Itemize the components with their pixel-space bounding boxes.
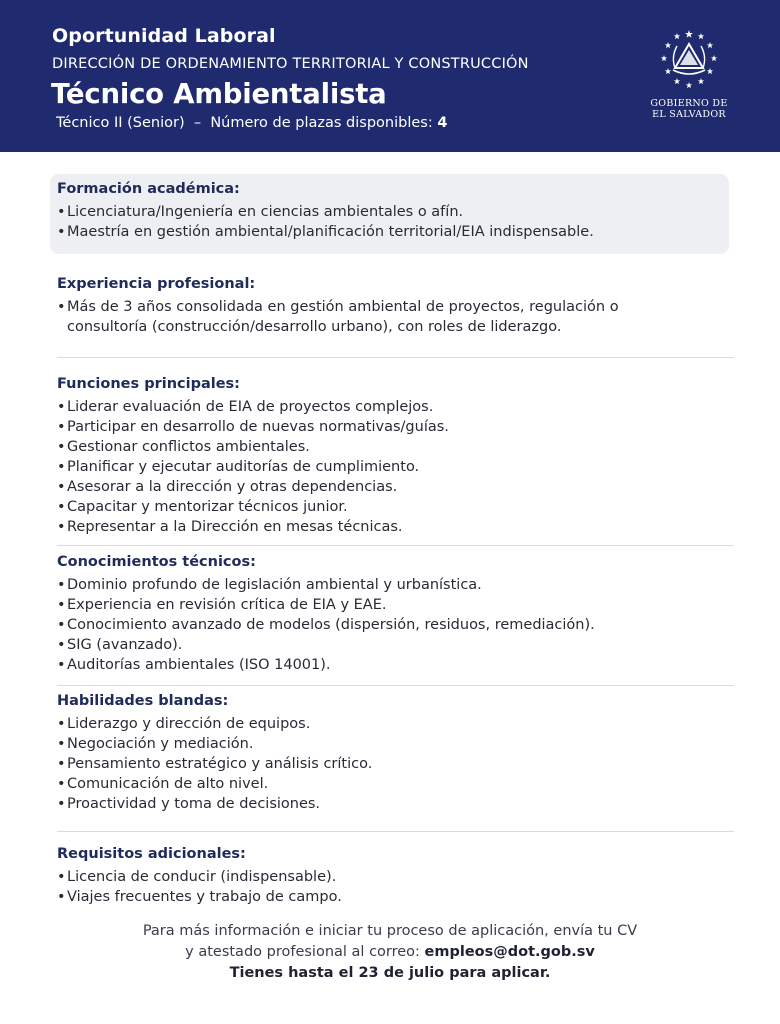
list-item: • Conocimiento avanzado de modelos (dispersión, residuos, remediación). (57, 615, 737, 635)
list-item: • SIG (avanzado). (57, 635, 737, 655)
list-item: • Asesorar a la dirección y otras dependencias. (57, 477, 737, 497)
section-title: Funciones principales: (57, 376, 240, 392)
divider (57, 685, 734, 686)
list-item: • Viajes frecuentes y trabajo de campo. (57, 887, 737, 907)
section-title: Requisitos adicionales: (57, 846, 246, 862)
deadline-notice: Tienes hasta el 23 de julio para aplicar. (229, 965, 551, 981)
divider (57, 545, 734, 546)
footer-line-1: Para más información e iniciar tu proceso de aplicación, envía tu CV (142, 923, 638, 939)
list-item: • Licenciatura/Ingeniería en ciencias ambientales o afín. (57, 202, 729, 222)
vacancies-count: 4 (437, 115, 448, 131)
divider (57, 357, 734, 358)
list-item: • Liderar evaluación de EIA de proyectos complejos. (57, 397, 737, 417)
position-subline (56, 115, 447, 131)
section-title: Conocimientos técnicos: (57, 554, 256, 570)
list-item: • Gestionar conflictos ambientales. (57, 437, 737, 457)
item-list (57, 202, 729, 242)
logo-line-1: GOBIERNO DE (650, 98, 728, 109)
section-experience (57, 274, 737, 337)
job-title: Técnico Ambientalista (51, 78, 387, 110)
list-item: • Comunicación de alto nivel. (57, 774, 737, 794)
list-item: • Dominio profundo de legislación ambiental y urbanística. (57, 575, 737, 595)
item-list (57, 714, 737, 814)
list-item: • Auditorías ambientales (ISO 14001). (57, 655, 737, 675)
contact-email-link[interactable]: empleos@dot.gob.sv (424, 944, 595, 960)
list-item: • Negociación y mediación. (57, 734, 737, 754)
item-list (57, 575, 737, 675)
list-item: • Maestría en gestión ambiental/planificación territorial/EIA indispensable. (57, 222, 729, 242)
section-technical-knowledge (57, 552, 737, 675)
list-item: • Capacitar y mentorizar técnicos junior. (57, 497, 737, 517)
list-item: • Pensamiento estratégico y análisis crítico. (57, 754, 737, 774)
list-item: • Representar a la Dirección en mesas técnicas. (57, 517, 737, 537)
section-title: Formación académica: (57, 181, 240, 197)
application-footer (0, 921, 780, 984)
government-logo-text (641, 99, 737, 120)
logo-line-2: EL SALVADOR (652, 108, 726, 120)
footer-line-2-prefix: y atestado profesional al correo: (185, 944, 420, 960)
section-academic (50, 174, 729, 254)
list-item: • Participar en desarrollo de nuevas normativas/guías. (57, 417, 737, 437)
list-item: • Licencia de conducir (indispensable). (57, 867, 737, 887)
footer-line-2 (0, 942, 780, 963)
section-title: Habilidades blandas: (57, 693, 229, 709)
item-list (57, 867, 737, 907)
header-banner (0, 0, 780, 152)
item-list (57, 297, 677, 337)
list-item: • Más de 3 años consolidada en gestión ambiental de proyectos, regulación o consultoría (construcción/desarrollo urbano), con roles de liderazgo. (57, 297, 677, 337)
divider (57, 831, 734, 832)
section-functions (57, 374, 737, 537)
section-soft-skills (57, 691, 737, 814)
list-item: • Liderazgo y dirección de equipos. (57, 714, 737, 734)
separator-dash: – (193, 115, 202, 131)
department-name: DIRECCIÓN DE ORDENAMIENTO TERRITORIAL Y CONSTRUCCIÓN (52, 56, 529, 72)
section-additional-requirements (57, 844, 737, 907)
kicker-label: Oportunidad Laboral (52, 25, 276, 47)
list-item: • Experiencia en revisión crítica de EIA y EAE. (57, 595, 737, 615)
section-title: Experiencia profesional: (57, 276, 256, 292)
list-item: • Planificar y ejecutar auditorías de cumplimiento. (57, 457, 737, 477)
position-level: Técnico II (Senior) (56, 115, 185, 131)
el-salvador-seal-icon (651, 26, 727, 92)
item-list (57, 397, 737, 537)
vacancies-label: Número de plazas disponibles: (210, 115, 433, 131)
list-item: • Proactividad y toma de decisiones. (57, 794, 737, 814)
